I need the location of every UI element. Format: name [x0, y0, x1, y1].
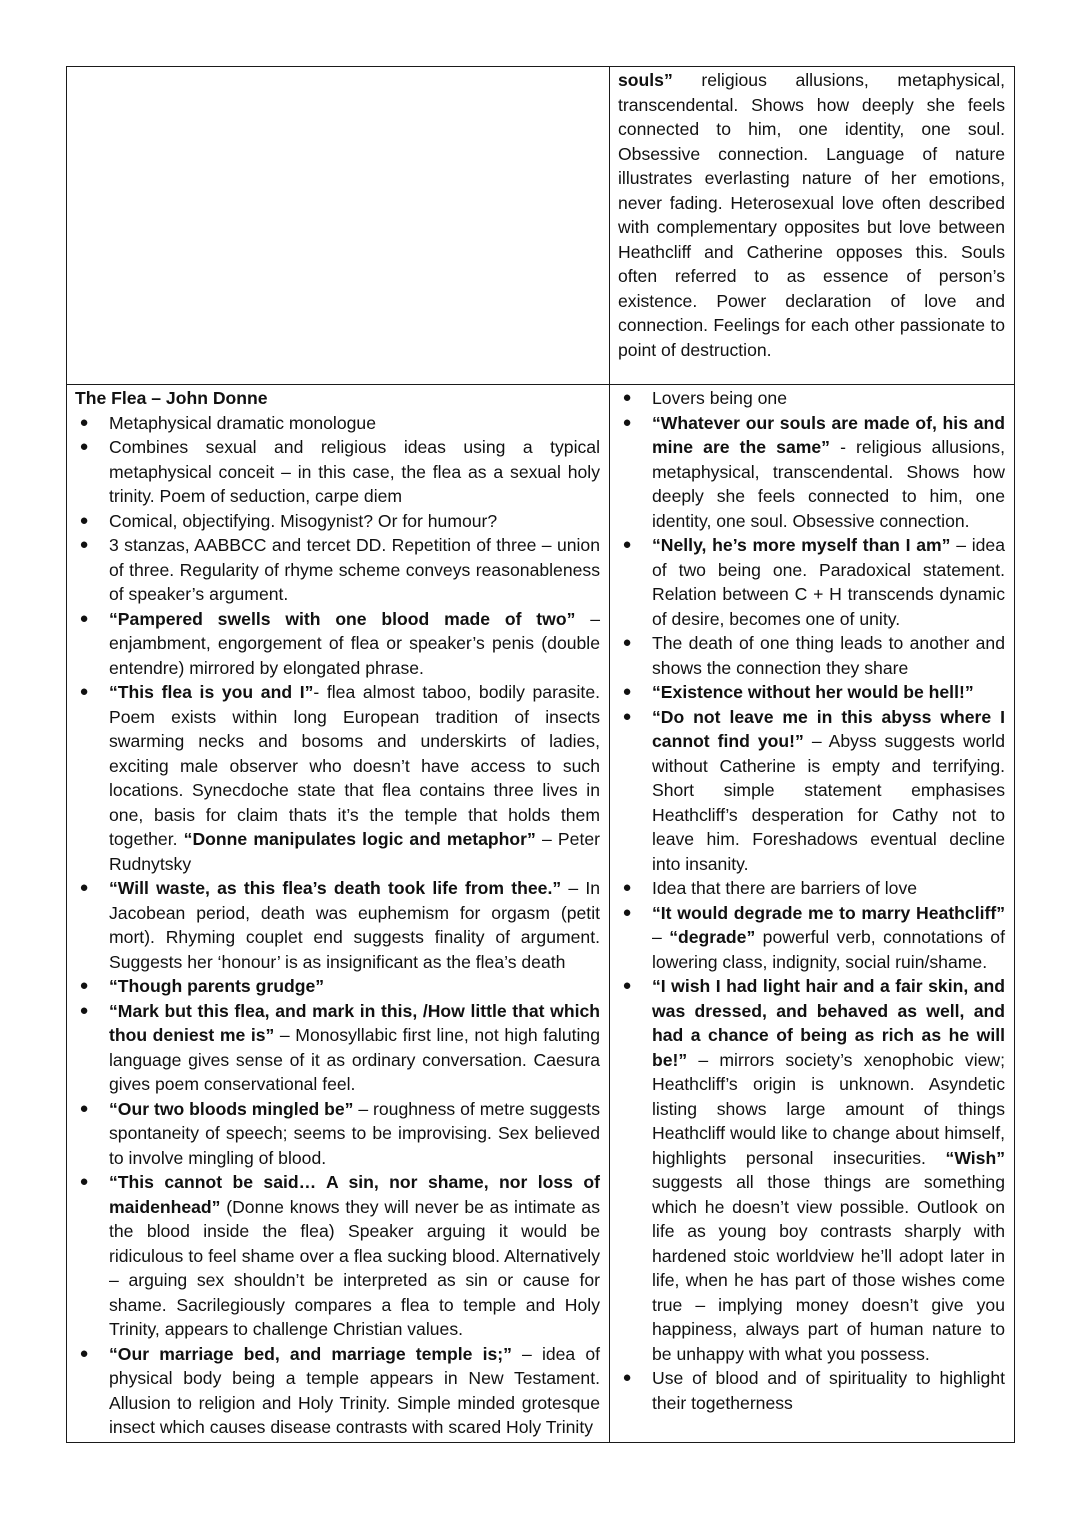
- quote: “Our marriage bed, and marriage temple is;”: [109, 1343, 512, 1364]
- bullet-icon: ●: [79, 879, 89, 896]
- quote: souls”: [618, 70, 673, 90]
- bullet-icon: ●: [622, 389, 632, 406]
- list-item: [75, 680, 600, 876]
- quote: “This flea is you and I”: [109, 682, 314, 702]
- quote: “It would degrade me to marry Heathcliff”: [652, 902, 1005, 923]
- quote: “Pampered swells with one blood made of two”: [109, 608, 576, 629]
- note-text: suggests all those things are something which he doesn’t view possible. Outlook on life as young boy contrasts sharply with hardened stoic worldview he’ll adopt later in life, when he has part of those wishes come true – implying money doesn’t give you happiness, always part of human nature to be unhappy with what you possess.: [652, 1172, 1005, 1364]
- flea-bullet-list: [75, 411, 600, 1440]
- bullet-icon: ●: [79, 413, 89, 431]
- quote: “Do not leave me in this abyss where I cannot find you!”: [652, 706, 1005, 751]
- quote: “Whatever our souls are made of, his and mine are the same”: [652, 412, 1005, 457]
- bullet-icon: ●: [622, 1369, 632, 1386]
- note-text: – Peter Rudnytsky: [109, 829, 600, 874]
- continued-paragraph: [618, 68, 1005, 362]
- bullet-icon: ●: [79, 1099, 89, 1117]
- bullet-icon: ●: [79, 977, 89, 994]
- quote: “This cannot be said… A sin, nor shame, nor loss of maidenhead”: [109, 1172, 600, 1217]
- quote: “Nelly, he’s more myself than I am”: [652, 535, 951, 555]
- bullet-icon: ●: [79, 438, 89, 455]
- bullet-icon: ●: [79, 609, 89, 627]
- bullet-icon: ●: [622, 413, 632, 431]
- bullet-icon: ●: [79, 683, 89, 700]
- bullet-icon: ●: [622, 707, 632, 725]
- wuthering-notes-cell: [610, 385, 1015, 1443]
- note-text: – Monosyllabic first line, not high faluting language gives sense of it as ordinary conversation. Caesura gives poem conservational feel.: [109, 1025, 600, 1094]
- note-text: Comical, objectifying. Misogynist? Or for humour?: [109, 510, 498, 531]
- list-item: [618, 411, 1005, 534]
- list-item: [618, 631, 1005, 680]
- bullet-icon: ●: [622, 683, 632, 700]
- note-text: Combines sexual and religious ideas using a typical metaphysical conceit – in this case, the flea as a sexual holy trinity. Poem of seduction, carpe diem: [109, 437, 600, 506]
- list-item: [75, 435, 600, 509]
- note-text: –: [652, 927, 670, 947]
- list-item: [618, 901, 1005, 975]
- quote: “Donne manipulates logic and metaphor”: [183, 829, 536, 849]
- list-item: [618, 386, 1005, 411]
- bullet-icon: ●: [79, 1344, 89, 1362]
- continued-notes-cell: [610, 67, 1015, 385]
- note-text: – idea of physical body being a temple appears in New Testament. Allusion to religion and Holy Trinity. Simple minded grotesque insect which causes disease contrasts with scared Holy Trinity: [109, 1343, 600, 1437]
- bullet-icon: ●: [622, 879, 632, 896]
- list-item: [618, 876, 1005, 901]
- table-row: [67, 385, 1015, 1443]
- note-text: 3 stanzas, AABBCC and tercet DD. Repetition of three – union of three. Regularity of rhyme scheme conveys reasonableness of speaker’s argument.: [109, 535, 600, 604]
- comparison-bullet-list: [618, 386, 1005, 1415]
- note-text: - religious allusions, metaphysical, transcendental. Shows how deeply she feels connected to him, one identity, one soul. Obsessive connection.: [652, 437, 1005, 531]
- note-text: Idea that there are barriers of love: [652, 878, 918, 898]
- quote: “Existence without her would be hell!”: [652, 682, 974, 702]
- quote: “Though parents grudge”: [109, 976, 325, 996]
- note-text: The death of one thing leads to another and shows the connection they share: [652, 633, 1005, 678]
- note-text: – In Jacobean period, death was euphemism for orgasm (petit mort). Rhyming couplet end suggests finality of argument. Suggests her ‘honour’ is as insignificant as the flea’s death: [109, 878, 600, 972]
- bullet-icon: ●: [622, 903, 632, 921]
- list-item: [618, 680, 1005, 705]
- note-text: powerful verb, connotations of lowering class, indignity, social ruin/shame.: [652, 927, 1005, 972]
- list-item: [618, 1366, 1005, 1415]
- quote: “degrade”: [669, 927, 756, 947]
- list-item: [75, 411, 600, 436]
- note-text: Lovers being one: [652, 388, 787, 408]
- note-text: – mirrors society’s xenophobic view; Heathcliff’s origin is unknown. Asyndetic listing shows large amount of things Heathcliff would like to change about himself, highlights personal insecurities.: [652, 1049, 1005, 1168]
- list-item: [618, 705, 1005, 877]
- note-text: – enjambment, engorgement of flea or speaker’s penis (double entendre) mirrored by elongated phrase.: [109, 608, 600, 678]
- note-text: Use of blood and of spirituality to highlight their togetherness: [652, 1368, 1005, 1413]
- analysis-text: religious allusions, metaphysical, transcendental. Shows how deeply she feels connected to him, one identity, one soul. Obsessive connection. Language of nature illustrates everlasting nature of her emotions, never fading. Heterosexual love often described with complementary opposites but love between Heathcliff and Catherine opposes this. Souls often referred to as essence of person’s existence. Power declaration of love and connection. Feelings for each other passionate to point of destruction.: [618, 70, 1005, 360]
- bullet-icon: ●: [79, 536, 89, 553]
- bullet-icon: ●: [622, 536, 632, 553]
- note-text: – idea of two being one. Paradoxical statement. Relation between C + H transcends dynamic of desire, becomes one of unity.: [652, 535, 1005, 629]
- list-item: [618, 974, 1005, 1366]
- list-item: [75, 607, 600, 681]
- list-item: [75, 1170, 600, 1342]
- bullet-icon: ●: [622, 977, 632, 994]
- quote: “Our two bloods mingled be”: [109, 1098, 354, 1119]
- flea-notes-cell: [67, 385, 610, 1443]
- table-row: [67, 67, 1015, 385]
- list-item: [75, 509, 600, 534]
- list-item: [618, 533, 1005, 631]
- empty-cell: [67, 67, 610, 385]
- quote: “Wish”: [945, 1147, 1005, 1168]
- bullet-icon: ●: [79, 1001, 89, 1019]
- note-text: - flea almost taboo, bodily parasite. Poem exists within long European tradition of insects swarming necks and bosoms and underskirts of ladies, exciting male observer who doesn’t have access to such locations. Synecdoche state that flea contains three lives in one, basis for claim thats it’s the temple that holds them together.: [109, 682, 600, 849]
- list-item: [75, 999, 600, 1097]
- list-item: [75, 533, 600, 607]
- poem-heading: The Flea – John Donne: [75, 388, 268, 408]
- note-text: (Donne knows they will never be as intimate as the blood inside the flea) Speaker arguing it would be ridiculous to feel shame over a flea sucking blood. Alternatively – arguing sex shouldn’t be interpreted as sin or cause for shame. Sacrilegiously compares a flea to temple and Holy Trinity, appears to challenge Christian values.: [109, 1196, 600, 1339]
- notes-table: [66, 66, 1015, 1443]
- quote: “Mark but this flea, and mark in this, /How little that which thou deniest me is”: [109, 1000, 600, 1045]
- list-item: [75, 1097, 600, 1171]
- note-text: – roughness of metre suggests spontaneity of speech; seems to be improvising. Sex believed to involve mingling of blood.: [109, 1098, 600, 1168]
- bullet-icon: ●: [79, 1173, 89, 1190]
- bullet-icon: ●: [622, 634, 632, 651]
- bullet-icon: ●: [79, 511, 89, 529]
- quote: “I wish I had light hair and a fair skin, and was dressed, and behaved as well, and had a chance of being as rich as he will be!”: [652, 976, 1005, 1070]
- list-item: [75, 876, 600, 974]
- list-item: [75, 974, 600, 999]
- note-text: Metaphysical dramatic monologue: [109, 412, 376, 433]
- quote: “Will waste, as this flea’s death took life from thee.”: [109, 878, 562, 898]
- note-text: – Abyss suggests world without Catherine is empty and terrifying. Short simple statement emphasises Heathcliff’s desperation for Cathy not to leave him. Foreshadows eventual decline into insanity.: [652, 731, 1005, 874]
- list-item: [75, 1342, 600, 1440]
